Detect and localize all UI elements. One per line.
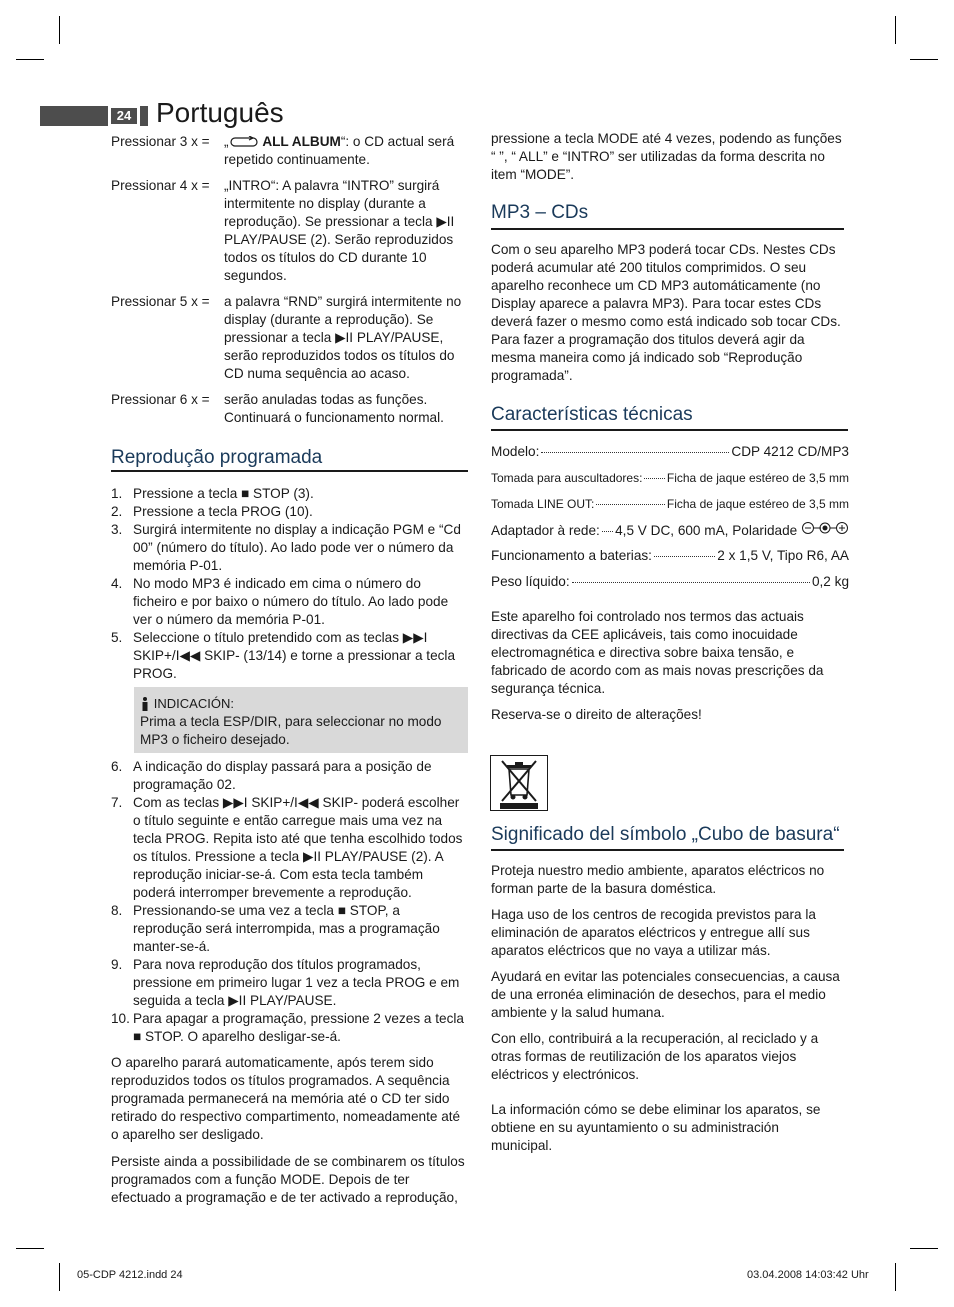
press-row bbox=[111, 177, 469, 285]
press-label: Pressionar 6 x = bbox=[111, 392, 210, 407]
crop-mark bbox=[895, 1263, 896, 1291]
paragraph: Reserva-se o direito de alterações! bbox=[491, 707, 702, 722]
spec-row: Adaptador à rede: 4,5 V DC, 600 mA, Polaridade bbox=[491, 521, 849, 540]
info-icon bbox=[140, 697, 150, 712]
spec-row: Tomada para auscultadores: Ficha de jaque estéreo de 3,5 mm bbox=[491, 471, 849, 485]
press-value: „INTRO“: A palavra “INTRO” surgirá intermitente no display (durante a reprodução). Se pressionar a tecla ▶II PLAY/PAUSE (2). Serão reproduzidos todos os títulos do CD durante 10 segundos. bbox=[224, 178, 455, 283]
list-item: 1. Pressione a tecla ■ STOP (3). bbox=[111, 486, 314, 501]
spec-row: Funcionamento a baterias: 2 x 1,5 V, Tipo R6, AA bbox=[491, 548, 849, 563]
press-label: Pressionar 5 x = bbox=[111, 294, 210, 309]
paragraph: Con ello, contribuirá a la recuperación, al reciclado y a otras formas de reutilización de los aparatos viejos eléctricos y electrónicos. bbox=[491, 1031, 819, 1082]
note-title: INDICACIÓN: bbox=[153, 696, 234, 711]
footer-date: 03.04.2008 14:03:42 Uhr bbox=[747, 1269, 869, 1281]
crop-mark bbox=[59, 16, 60, 44]
section-heading-programmed: Reprodução programada bbox=[111, 447, 323, 468]
steps-list bbox=[111, 485, 468, 683]
note-box bbox=[134, 687, 468, 753]
press-label: Pressionar 3 x = bbox=[111, 134, 210, 149]
paragraph: Com o seu aparelho MP3 poderá tocar CDs. Nestes CDs poderá acumular até 200 titulos comprimidos. O seu aparelho reconhece um CD MP3 automáticamente (no Display aparece a palavra MP3). Para tocar estes CDs deverá fazer o mesmo como está indicado sob tocar CDs. Para fazer a programação dos titulos deverá agir da mesma maneira como já indicado sob “Reprodução programada”. bbox=[491, 242, 841, 383]
footer-file: 05-CDP 4212.indd 24 bbox=[77, 1269, 183, 1281]
crop-mark bbox=[16, 1248, 44, 1249]
section-heading-mp3: MP3 – CDs bbox=[491, 202, 589, 223]
crop-mark bbox=[16, 59, 44, 60]
press-value: „ ALL ALBUM“: o CD actual será repetido continuamente. bbox=[224, 134, 455, 167]
paragraph: Persiste ainda a possibilidade de se combinarem os títulos programados com a função MODE. Depois de ter efectuado a programação e de ter activado a reprodução, bbox=[111, 1154, 465, 1205]
press-label: Pressionar 4 x = bbox=[111, 178, 210, 193]
list-item: 7. Com as teclas ▶▶I SKIP+/I◀◀ SKIP- poderá escolher o título seguinte e então carregue mais uma vez na tecla PROG. Repita isto até que tenha escolhido todos os títulos. Pressione a tecla ▶II PLAY/PAUSE (2). A reprodução iniciar-se-á. Com esta tecla também poderá interromper brevemente a reprodução. bbox=[111, 795, 463, 900]
paragraph: O aparelho parará automaticamente, após terem sido reproduzidos todos os títulos programados. A sequência programada permanecerá na memória até o CD ter sido retirado do respectivo compartimento, nomeadamente até o aparelho ser desligado. bbox=[111, 1055, 461, 1142]
paragraph: Este aparelho foi controlado nos termos das actuais directivas da CEE aplicáveis, tais como inocuidade electromagnética e directiva sobre baixa tensão, e fabricado de acordo com as mais novas prescrições da segurança técnica. bbox=[491, 609, 824, 696]
paragraph: Ayudará en evitar las potenciales consecuencias, a causa de una erronéa eliminación de desechos, para el medio ambiente y la salud humana. bbox=[491, 969, 840, 1020]
polarity-icon bbox=[801, 521, 849, 535]
heading-rule bbox=[491, 228, 844, 230]
intro-paragraph: pressione a tecla MODE até 4 vezes, podendo as funções “ ”, “ ALL” e “INTRO” ser utilizadas da forma descrita no item “MODE”. bbox=[491, 131, 842, 182]
heading-rule bbox=[111, 470, 468, 472]
press-row bbox=[111, 391, 469, 427]
list-item: 3. Surgirá intermitente no display a indicação PGM e “Cd 00” (número do título). Ao lado pode ver o número da memória P-01. bbox=[111, 522, 461, 573]
heading-rule bbox=[491, 849, 844, 851]
list-item: 8. Pressionando-se uma vez a tecla ■ STOP, a reprodução será interrompida, mas a programação manter-se-á. bbox=[111, 903, 440, 954]
paragraph: La información cómo se debe eliminar los aparatos, se obtiene en su ayuntamiento o su administración municipal. bbox=[491, 1102, 821, 1153]
spec-row: Tomada LINE OUT: Ficha de jaque estéreo de 3,5 mm bbox=[491, 497, 849, 511]
list-item: 2. Pressione a tecla PROG (10). bbox=[111, 504, 313, 519]
page-number: 24 bbox=[108, 106, 140, 126]
list-item: 5. Seleccione o título pretendido com as teclas ▶▶I SKIP+/I◀◀ SKIP- (13/14) e torne a pressionar a tecla PROG. bbox=[111, 630, 456, 681]
crop-mark bbox=[910, 1248, 938, 1249]
section-heading-symbol: Significado del símbolo „Cubo de basura“ bbox=[491, 824, 840, 845]
heading-rule bbox=[491, 429, 848, 431]
repeat-icon bbox=[229, 136, 259, 148]
page-title: Português bbox=[156, 97, 284, 128]
crop-mark bbox=[910, 59, 938, 60]
spec-row: Modelo: CDP 4212 CD/MP3 bbox=[491, 444, 849, 459]
list-item: 4. No modo MP3 é indicado em cima o número do ficheiro e por baixo o número do título. Ao lado pode ver o número da memória P-01. bbox=[111, 576, 449, 627]
paragraph: Haga uso de los centros de recogida previstos para la eliminación de aparatos eléctricos y entregue allí sus aparatos eléctricos que no vaya a utilizar más. bbox=[491, 907, 816, 958]
list-item: 10. Para apagar a programação, pressione 2 vezes a tecla ■ STOP. O aparelho desligar-se-á. bbox=[111, 1011, 464, 1044]
paragraph: Proteja nuestro medio ambiente, aparatos eléctricos no forman parte de la basura doméstica. bbox=[491, 863, 825, 896]
steps-list-2 bbox=[111, 758, 468, 1046]
note-text: Prima a tecla ESP/DIR, para seleccionar no modo MP3 o ficheiro desejado. bbox=[140, 714, 442, 747]
press-row bbox=[111, 133, 469, 169]
press-value: serão anuladas todas as funções. Continuará o funcionamento normal. bbox=[224, 392, 444, 425]
press-value: a palavra “RND” surgirá intermitente no display (durante a reprodução). Se pressionar a tecla ▶II PLAY/PAUSE, serão reproduzidos todos os títulos do CD numa sequência ao acaso. bbox=[224, 294, 462, 381]
section-heading-specs: Características técnicas bbox=[491, 404, 693, 425]
press-row bbox=[111, 293, 469, 383]
crop-mark bbox=[895, 16, 896, 44]
crop-mark bbox=[59, 1263, 60, 1291]
weee-bin-icon bbox=[490, 755, 548, 811]
list-item: 6. A indicação do display passará para a posição de programação 02. bbox=[111, 759, 432, 792]
spec-row: Peso líquido: 0,2 kg bbox=[491, 574, 849, 589]
list-item: 9. Para nova reprodução dos títulos programados, pressione em primeiro lugar 1 vez a tecla PROG e em seguida a tecla ▶II PLAY/PAUSE. bbox=[111, 957, 460, 1008]
